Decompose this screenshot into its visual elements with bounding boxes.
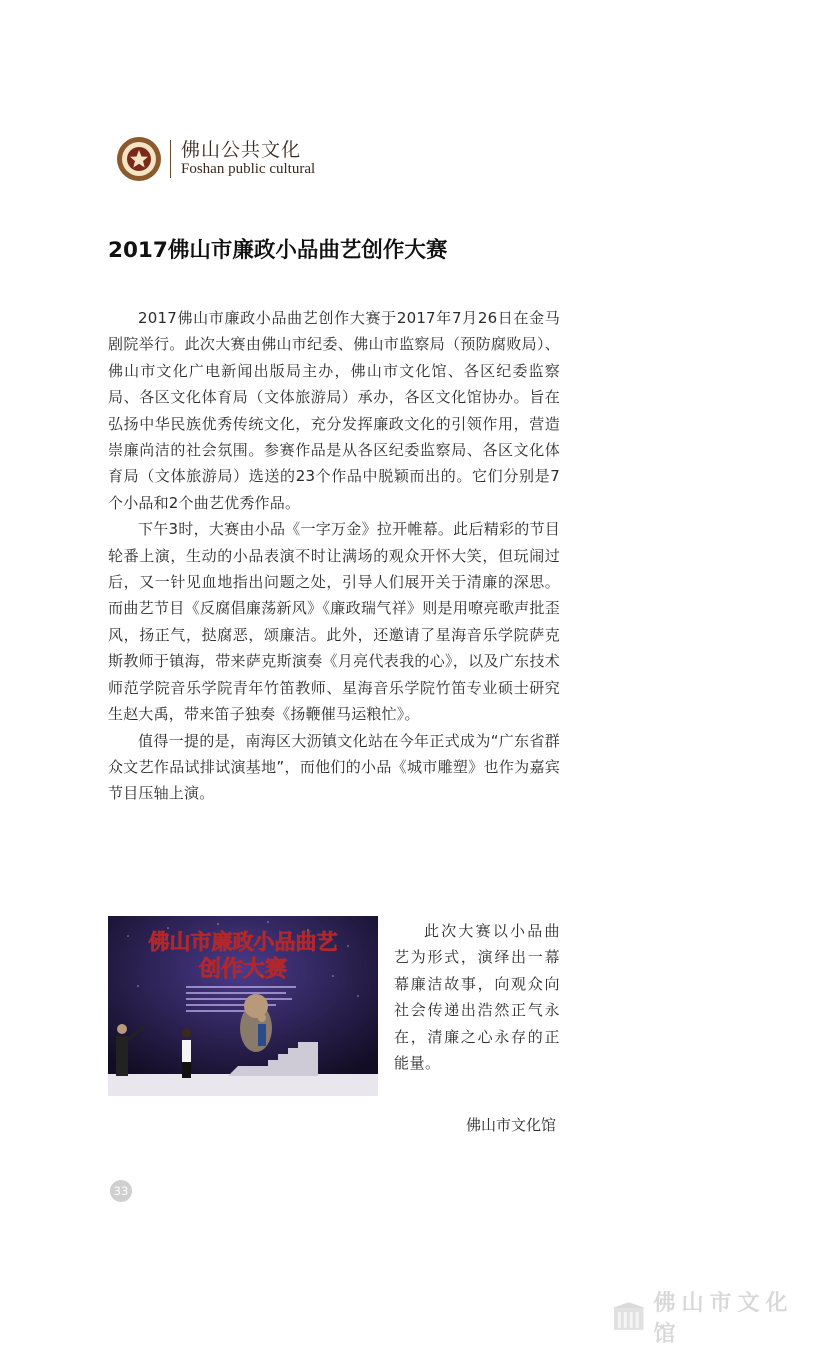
page-number: 33 bbox=[110, 1180, 132, 1202]
publication-header bbox=[116, 134, 315, 184]
side-note: 此次大赛以小品曲艺为形式，演绎出一幕幕廉洁故事，向观众向社会传递出浩然正气永在，清廉之心永存的正能量。 bbox=[394, 918, 560, 1076]
event-photo bbox=[108, 916, 378, 1096]
banner-line2: 创作大赛 bbox=[198, 956, 287, 982]
article-body bbox=[108, 305, 560, 807]
watermark bbox=[612, 1286, 819, 1348]
header-divider bbox=[170, 140, 171, 178]
article-paragraph-3: 值得一提的是，南海区大沥镇文化站在今年正式成为“广东省群众文艺作品试排试演基地”，而他们的小品《城市雕塑》也作为嘉宾节目压轴上演。 bbox=[108, 728, 560, 807]
article-title: 2017佛山市廉政小品曲艺创作大赛 bbox=[108, 233, 447, 264]
brand bbox=[181, 140, 315, 177]
stage-scene bbox=[108, 916, 378, 1096]
building-icon bbox=[612, 1302, 646, 1332]
brand-name-en: Foshan public cultural bbox=[181, 161, 315, 178]
brand-name-cn: 佛山公共文化 bbox=[181, 140, 315, 161]
article-paragraph-1: 2017佛山市廉政小品曲艺创作大赛于2017年7月26日在金马剧院举行。此次大赛由佛山市纪委、佛山市监察局（预防腐败局）、佛山市文化广电新闻出版局主办，佛山市文化馆、各区纪委监察局、各区文化体育局（文体旅游局）承办，各区文化馆协办。旨在弘扬中华民族优秀传统文化，充分发挥廉政文化的引领作用，营造崇廉尚洁的社会氛围。参赛作品是从各区纪委监察局、各区文化体育局（文体旅游局）选送的23个作品中脱颖而出的。它们分别是7个小品和2个曲艺优秀作品。 bbox=[108, 305, 560, 516]
foshan-culture-emblem-icon bbox=[116, 136, 162, 182]
banner-line1: 佛山市廉政小品曲艺 bbox=[149, 930, 338, 954]
article-signature: 佛山市文化馆 bbox=[466, 1114, 556, 1135]
watermark-text: 佛山市文化馆 bbox=[654, 1286, 819, 1348]
article-paragraph-2: 下午3时，大赛由小品《一字万金》拉开帷幕。此后精彩的节目轮番上演，生动的小品表演不时让满场的观众开怀大笑，但玩闹过后，又一针见血地指出问题之处，引导人们展开关于清廉的深思。而曲艺节目《反腐倡廉荡新风》《廉政瑞气祥》则是用嘹亮歌声批歪风，扬正气，挞腐恶，颂廉洁。此外，还邀请了星海音乐学院萨克斯教师于镇海，带来萨克斯演奏《月亮代表我的心》，以及广东技术师范学院音乐学院青年竹笛教师、星海音乐学院竹笛专业硕士研究生赵大禹，带来笛子独奏《扬鞭催马运粮忙》。 bbox=[108, 516, 560, 727]
